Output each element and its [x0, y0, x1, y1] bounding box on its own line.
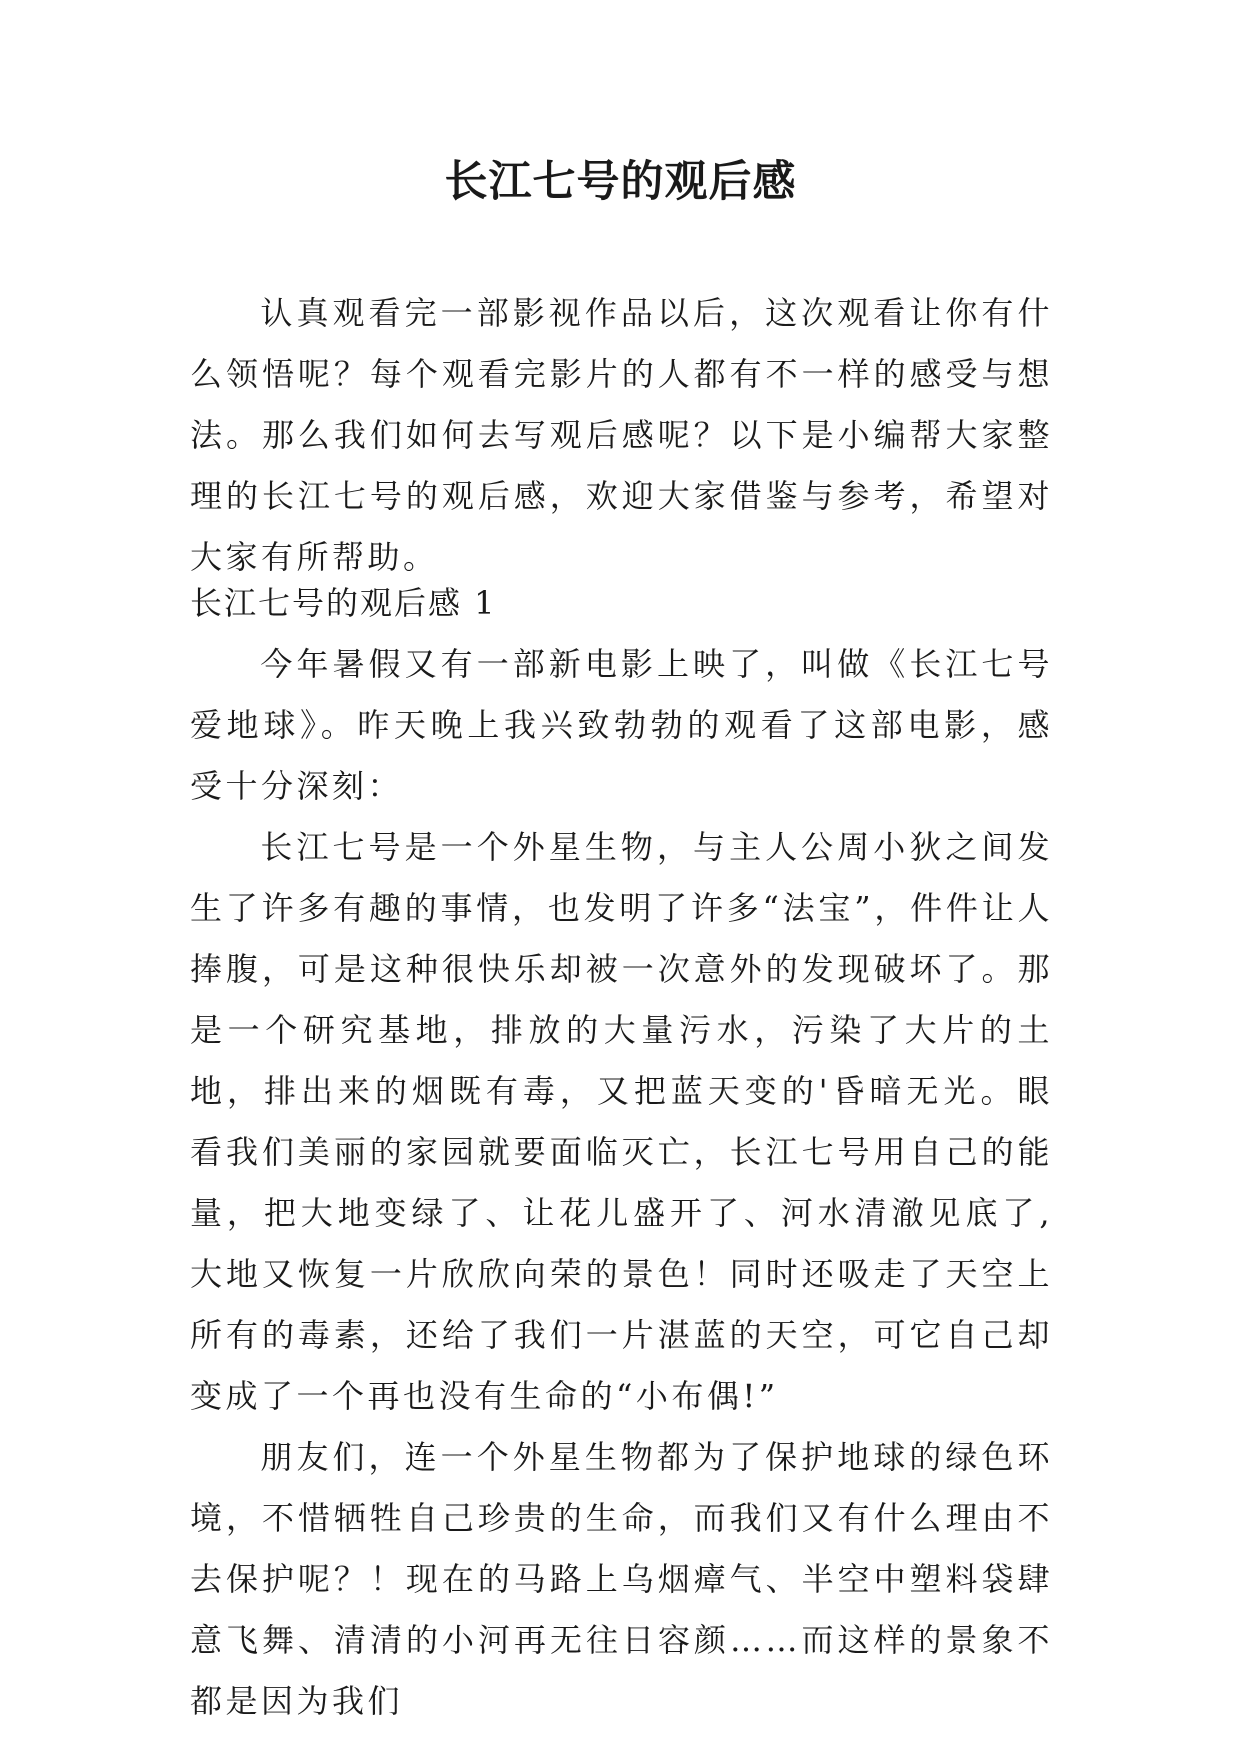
document-title: 长江七号的观后感	[444, 157, 797, 207]
body-paragraph: 今年暑假又有一部新电影上映了，叫做《长江七号爱地球》。昨天晚上我兴致勃勃的观看了这部电影，感受十分深刻：	[190, 645, 1053, 805]
body-paragraph: 长江七号是一个外星生物，与主人公周小狄之间发生了许多有趣的事情，也发明了许多“法宝”，件件让人捧腹，可是这种很快乐却被一次意外的发现破坏了。那是一个研究基地，排放的大量污水，污染了大片的土地，排出来的烟既有毒，又把蓝天变的'昏暗无光。眼看我们美丽的家园就要面临灭亡，长江七号用自己的能量，把大地变绿了、让花儿盛开了、河水清澈见底了,大地又恢复一片欣欣向荣的景色！同时还吸走了天空上所有的毒素，还给了我们一片湛蓝的天空，可它自己却变成了一个再也没有生命的“小布偶!”	[190, 828, 1053, 1415]
section-1	[190, 573, 1053, 1732]
body-paragraph: 朋友们，连一个外星生物都为了保护地球的绿色环境，不惜牺牲自己珍贵的生命，而我们又有什么理由不去保护呢？！现在的马路上乌烟瘴气、半空中塑料袋肆意飞舞、清清的小河再无往日容颜……而这样的景象不都是因为我们	[190, 1438, 1053, 1720]
intro-section	[190, 283, 1053, 588]
section-heading: 长江七号的观后感 1	[190, 584, 497, 622]
intro-paragraph: 认真观看完一部影视作品以后，这次观看让你有什么领悟呢？每个观看完影片的人都有不一样的感受与想法。那么我们如何去写观后感呢？以下是小编帮大家整理的长江七号的观后感，欢迎大家借鉴与参考，希望对大家有所帮助。	[190, 294, 1053, 576]
